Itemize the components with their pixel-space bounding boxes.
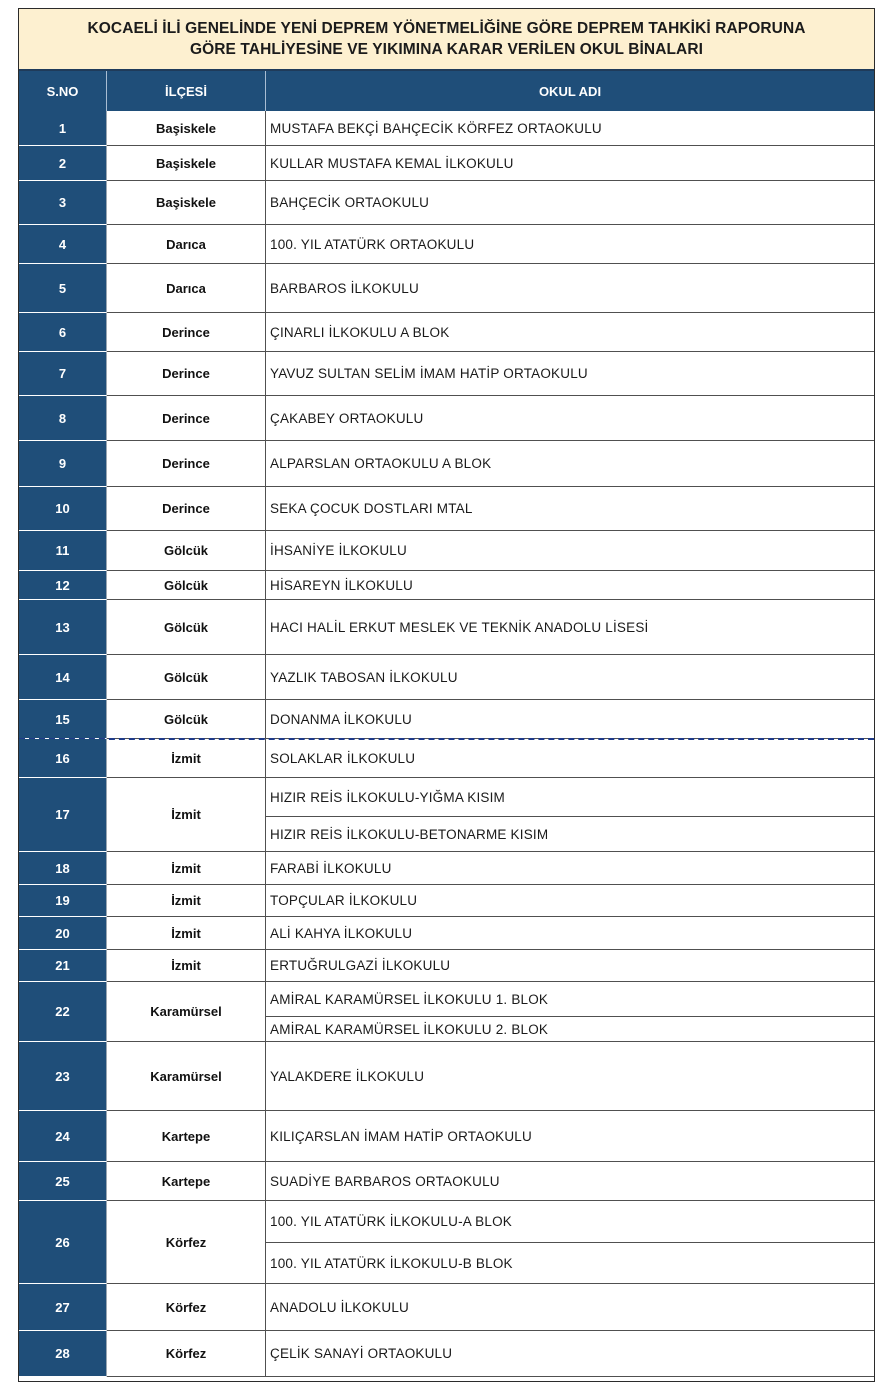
row-district: Gölcük	[107, 531, 266, 571]
row-sno: 24	[19, 1111, 107, 1162]
report-sheet	[18, 8, 875, 1382]
row-school-name: SOLAKLAR İLKOKULU	[266, 739, 874, 778]
row-district: Derince	[107, 441, 266, 487]
table-row	[19, 1284, 874, 1331]
table-row	[19, 181, 874, 225]
row-sno: 18	[19, 852, 107, 885]
header-district: İLÇESİ	[107, 71, 266, 111]
row-sno: 4	[19, 225, 107, 264]
row-district: Körfez	[107, 1284, 266, 1331]
table-row	[19, 352, 874, 396]
row-district: Gölcük	[107, 571, 266, 600]
row-district: Gölcük	[107, 655, 266, 700]
table-row	[19, 1111, 874, 1162]
row-sno: 13	[19, 600, 107, 655]
row-district: Başiskele	[107, 111, 266, 146]
row-school-name: İHSANİYE İLKOKULU	[266, 531, 874, 571]
row-sno: 15	[19, 700, 107, 739]
row-school-name: YAVUZ SULTAN SELİM İMAM HATİP ORTAOKULU	[266, 352, 874, 396]
row-school-name: BAHÇECİK ORTAOKULU	[266, 181, 874, 225]
row-sno: 10	[19, 487, 107, 531]
table-row	[19, 264, 874, 313]
row-school-name: ANADOLU İLKOKULU	[266, 1284, 874, 1331]
row-district: Derince	[107, 313, 266, 352]
row-district: İzmit	[107, 950, 266, 982]
row-sno: 9	[19, 441, 107, 487]
row-district: Karamürsel	[107, 1042, 266, 1111]
row-sno: 8	[19, 396, 107, 441]
table-row	[19, 1201, 874, 1284]
row-sno: 2	[19, 146, 107, 181]
row-district: Darıca	[107, 225, 266, 264]
row-school-name: HIZIR REİS İLKOKULU-YIĞMA KISIM	[266, 778, 874, 817]
header-school: OKUL ADI	[538, 83, 602, 99]
row-sno: 21	[19, 950, 107, 982]
row-school-name: DONANMA İLKOKULU	[266, 700, 874, 739]
row-district: Kartepe	[107, 1111, 266, 1162]
table-row	[19, 852, 874, 885]
table-row	[19, 111, 874, 146]
row-district: Gölcük	[107, 700, 266, 739]
row-district: Karamürsel	[107, 982, 266, 1042]
row-sno: 19	[19, 885, 107, 917]
row-district: Körfez	[107, 1331, 266, 1377]
row-school-name: AMİRAL KARAMÜRSEL İLKOKULU 1. BLOK	[266, 982, 874, 1017]
row-district: İzmit	[107, 917, 266, 950]
row-sno: 28	[19, 1331, 107, 1377]
row-district: İzmit	[107, 852, 266, 885]
row-sno: 20	[19, 917, 107, 950]
row-district: Derince	[107, 396, 266, 441]
table-row	[19, 739, 874, 778]
row-sno: 23	[19, 1042, 107, 1111]
row-district: Darıca	[107, 264, 266, 313]
row-school-name: SEKA ÇOCUK DOSTLARI MTAL	[266, 487, 874, 531]
row-school-name: 100. YIL ATATÜRK İLKOKULU-B BLOK	[266, 1243, 874, 1284]
row-school-name: 100. YIL ATATÜRK İLKOKULU-A BLOK	[266, 1201, 874, 1243]
row-sno: 12	[19, 571, 107, 600]
row-sno: 26	[19, 1201, 107, 1284]
row-sno: 3	[19, 181, 107, 225]
row-school-name: HIZIR REİS İLKOKULU-BETONARME KISIM	[266, 817, 874, 852]
row-school-name: TOPÇULAR İLKOKULU	[266, 885, 874, 917]
table-header	[19, 71, 874, 111]
table-row	[19, 1042, 874, 1111]
row-school-name: ALPARSLAN ORTAOKULU A BLOK	[266, 441, 874, 487]
row-sno: 14	[19, 655, 107, 700]
row-district: Başiskele	[107, 146, 266, 181]
row-sno: 25	[19, 1162, 107, 1201]
table-row	[19, 571, 874, 600]
table-row	[19, 982, 874, 1042]
row-district: Derince	[107, 352, 266, 396]
row-sno: 16	[19, 739, 107, 778]
row-sno: 27	[19, 1284, 107, 1331]
row-school-name: HİSAREYN İLKOKULU	[266, 571, 874, 600]
table-row	[19, 1331, 874, 1377]
table-row	[19, 885, 874, 917]
row-school-name: MUSTAFA BEKÇİ BAHÇECİK KÖRFEZ ORTAOKULU	[266, 111, 874, 146]
row-district: Derince	[107, 487, 266, 531]
row-school-name: ÇAKABEY ORTAOKULU	[266, 396, 874, 441]
table-row	[19, 225, 874, 264]
row-school-name: YAZLIK TABOSAN İLKOKULU	[266, 655, 874, 700]
row-district: İzmit	[107, 739, 266, 778]
report-title	[19, 9, 874, 71]
row-district: Başiskele	[107, 181, 266, 225]
row-school-name: KULLAR MUSTAFA KEMAL İLKOKULU	[266, 146, 874, 181]
table-row	[19, 313, 874, 352]
table-row	[19, 917, 874, 950]
table-row	[19, 778, 874, 852]
row-school-name: SUADİYE BARBAROS ORTAOKULU	[266, 1162, 874, 1201]
row-sno: 5	[19, 264, 107, 313]
row-sno: 22	[19, 982, 107, 1042]
row-school-name: FARABİ İLKOKULU	[266, 852, 874, 885]
table-row	[19, 441, 874, 487]
row-district: İzmit	[107, 885, 266, 917]
table-row	[19, 950, 874, 982]
table-row	[19, 600, 874, 655]
row-school-name: ÇINARLI İLKOKULU A BLOK	[266, 313, 874, 352]
row-district: Körfez	[107, 1201, 266, 1284]
row-sno: 7	[19, 352, 107, 396]
row-school-name: HACI HALİL ERKUT MESLEK VE TEKNİK ANADOLU LİSESİ	[266, 600, 874, 655]
row-sno: 17	[19, 778, 107, 852]
table-row	[19, 655, 874, 700]
table-row	[19, 396, 874, 441]
row-sno: 11	[19, 531, 107, 571]
row-school-name: KILIÇARSLAN İMAM HATİP ORTAOKULU	[266, 1111, 874, 1162]
title-line-1: KOCAELİ İLİ GENELİNDE YENİ DEPREM YÖNETMELİĞİNE GÖRE DEPREM TAHKİKİ RAPORUNA	[87, 20, 806, 37]
row-district: Gölcük	[107, 600, 266, 655]
row-district: İzmit	[107, 778, 266, 852]
row-school-name: BARBAROS İLKOKULU	[266, 264, 874, 313]
row-sno: 1	[19, 111, 107, 146]
row-school-name: 100. YIL ATATÜRK ORTAOKULU	[266, 225, 874, 264]
row-district: Kartepe	[107, 1162, 266, 1201]
header-sno: S.NO	[19, 71, 107, 111]
table-row	[19, 700, 874, 739]
row-school-name: ERTUĞRULGAZİ İLKOKULU	[266, 950, 874, 982]
title-line-2: GÖRE TAHLİYESİNE VE YIKIMINA KARAR VERİLEN OKUL BİNALARI	[189, 41, 704, 58]
row-school-name: ÇELİK SANAYİ ORTAOKULU	[266, 1331, 874, 1377]
table-row	[19, 531, 874, 571]
row-sno: 6	[19, 313, 107, 352]
row-school-name: AMİRAL KARAMÜRSEL İLKOKULU 2. BLOK	[266, 1017, 874, 1042]
row-school-name: ALİ KAHYA İLKOKULU	[266, 917, 874, 950]
table-row	[19, 1162, 874, 1201]
table-row	[19, 146, 874, 181]
table-row	[19, 487, 874, 531]
row-school-name: YALAKDERE İLKOKULU	[266, 1042, 874, 1111]
